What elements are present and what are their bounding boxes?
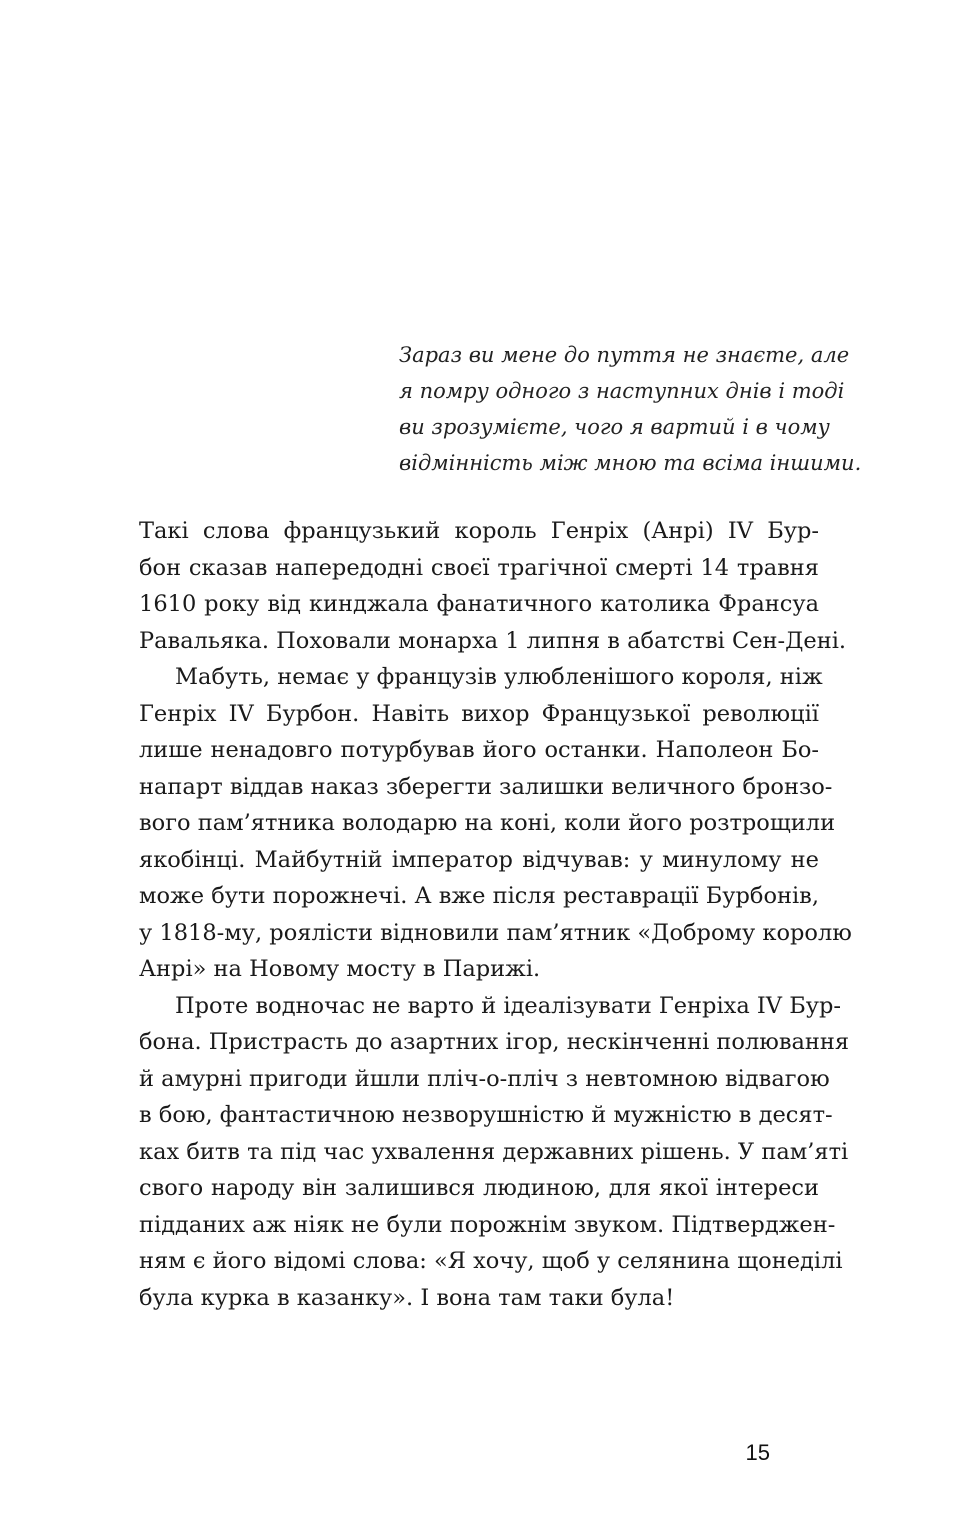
text-line: 1610 року від кинджала фанатичного католика Франсуа — [139, 591, 819, 617]
text-line: Равальяка. Поховали монарха 1 липня в абатстві Сен-Дені. — [139, 627, 847, 654]
text-line: вого пам’ятника володарю на коні, коли його розтрощили — [139, 810, 836, 836]
text-line: лише ненадовго потурбував його останки. Наполеон Бо- — [139, 737, 819, 763]
text-line: бона. Пристрасть до азартних ігор, нескінченні полювання — [139, 1029, 850, 1055]
paragraph-2 — [139, 659, 852, 988]
text-line: й амурні пригоди йшли пліч-о-пліч з невтомною відвагою — [139, 1065, 830, 1092]
text-line: Генріх IV Бурбон. Навіть вихор Французької революції — [139, 700, 819, 727]
text-line: бон сказав напередодні своєї трагічної смерті 14 травня — [139, 554, 819, 581]
text-line: може бути порожнечі. А вже після реставрації Бурбонів, — [139, 883, 819, 909]
text-line: була курка в казанку». І вона там таки була! — [139, 1284, 675, 1311]
text-line: в бою, фантастичною незворушністю й мужністю в десят- — [139, 1102, 833, 1128]
text-line: ням є його відомі слова: «Я хочу, щоб у селянина щонеділі — [139, 1248, 843, 1274]
main-text — [139, 513, 852, 1316]
text-line: якобінці. Майбутній імператор відчував: у минулому не — [139, 846, 819, 873]
paragraph-3 — [139, 988, 850, 1317]
text-line: Мабуть, немає у французів улюбленішого короля, ніж — [175, 664, 823, 690]
text-line: у 1818-му, роялісти відновили пам’ятник «Доброму королю — [139, 919, 852, 946]
text-line: Такі слова французький король Генріх (Анрі) IV Бур- — [139, 518, 819, 544]
epigraph-line: Зараз ви мене до пуття не знаєте, але — [399, 343, 850, 367]
text-line: Анрі» на Новому мосту в Парижі. — [139, 956, 541, 982]
epigraph-line: відмінність між мною та всіма іншими. — [399, 451, 862, 475]
page-number: 15 — [745, 1440, 770, 1465]
paragraph-1 — [139, 513, 847, 659]
text-line: підданих аж ніяк не були порожнім звуком. Підтверджен- — [139, 1211, 836, 1238]
epigraph — [399, 337, 862, 481]
text-line: Проте водночас не варто й ідеалізувати Генріха IV Бур- — [175, 992, 841, 1019]
epigraph-line: ви зрозумієте, чого я вартий і в чому — [399, 415, 830, 439]
epigraph-line: я помру одного з наступних днів і тоді — [399, 379, 845, 403]
text-line: ках битв та під час ухвалення державних рішень. У пам’яті — [139, 1138, 849, 1165]
text-line: напарт віддав наказ зберегти залишки величного бронзо- — [139, 773, 833, 800]
text-line: свого народу він залишився людиною, для якої інтереси — [139, 1175, 819, 1201]
